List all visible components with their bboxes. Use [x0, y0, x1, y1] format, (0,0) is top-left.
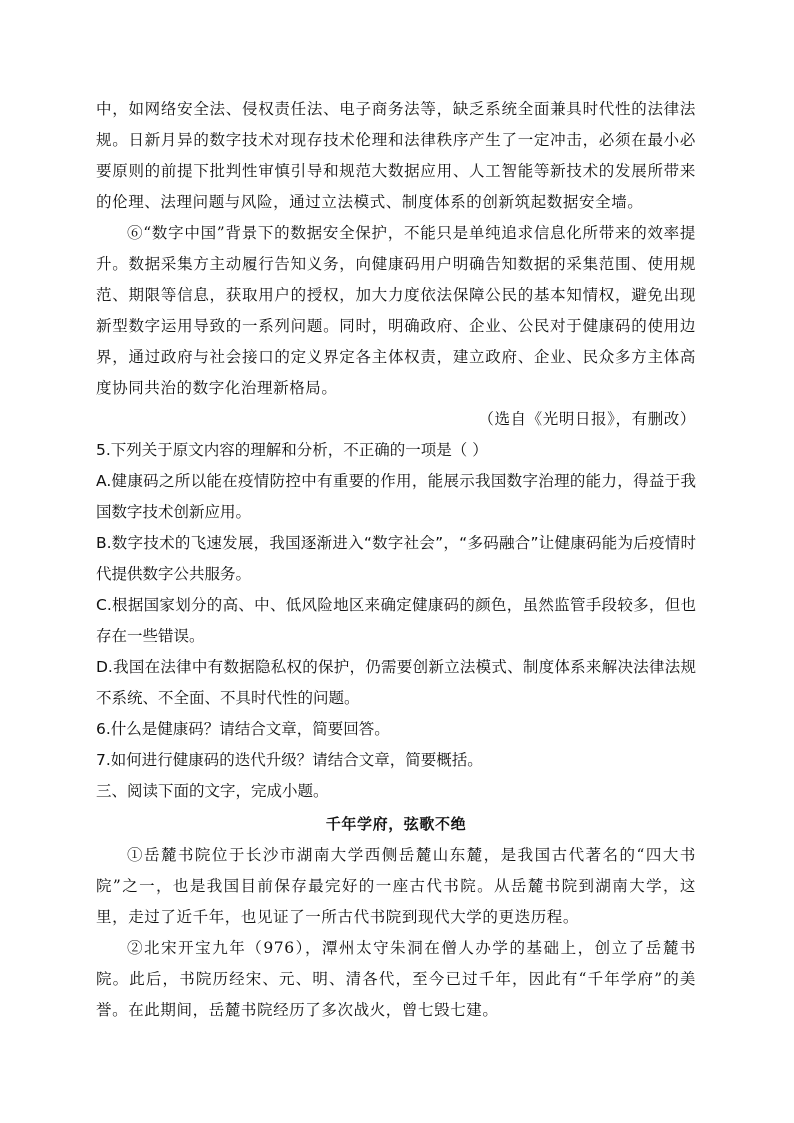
passage-paragraph-2: ②北宋开宝九年（976），潭州太守朱洞在僧人办学的基础上，创立了岳麓书院。此后，书院历经宋、元、明、清各代，至今已过千年，因此有“千年学府”的美誉。在此期间，岳麓书院经历了多次战火，曾七毁七建。 — [96, 939, 696, 1019]
passage-paragraph-1: ①岳麓书院位于长沙市湖南大学西侧岳麓山东麓，是我国古代著名的“四大书院”之一，也是我国目前保存最完好的一座古代书院。从岳麓书院到湖南大学，这里，走过了近千年，也见证了一所古代书院到现代大学的更迭历程。 — [96, 846, 696, 926]
source-citation: （选自《光明日报》，有删改） — [478, 410, 696, 428]
passage-paragraph-6: ⑥“数字中国”背景下的数据安全保护，不能只是单纯追求信息化所带来的效率提升。数据采集方主动履行告知义务，向健康码用户明确告知数据的采集范围、使用规范、期限等信息，获取用户的授权，加大力度依法保障公民的基本知情权，避免出现新型数字运用导致的一系列问题。同时，明确政府、企业、公民对于健康码的使用边界，通过政府与社会接口的定义界定各主体权责，建立政府、企业、民众多方主体高度协同共治的数字化治理新格局。 — [96, 224, 696, 397]
section-3-heading: 三、阅读下面的文字，完成小题。 — [96, 782, 329, 800]
question-7: 7.如何进行健康码的迭代升级？请结合文章，简要概括。 — [96, 751, 483, 769]
question-6: 6.什么是健康码？请结合文章，简要回答。 — [96, 720, 390, 738]
question-5-option-d: D.我国在法律中有数据隐私权的保护，仍需要创新立法模式、制度体系来解决法律法规不系统、不全面、不具时代性的问题。 — [96, 658, 696, 707]
question-5: 5.下列关于原文内容的理解和分析，不正确的一项是（ ） — [96, 441, 488, 459]
passage-paragraph-continued: 中，如网络安全法、侵权责任法、电子商务法等，缺乏系统全面兼具时代性的法律法规。日新月异的数字技术对现存技术伦理和法律秩序产生了一定冲击，必须在最小必要原则的前提下批判性审慎引导和规范大数据应用、人工智能等新技术的发展所带来的伦理、法理问题与风险，通过立法模式、制度体系的创新筑起数据安全墙。 — [96, 100, 696, 211]
question-5-option-a: A.健康码之所以能在疫情防控中有重要的作用，能展示我国数字治理的能力，得益于我国数字技术创新应用。 — [96, 472, 696, 521]
question-5-option-c: C.根据国家划分的高、中、低风险地区来确定健康码的颜色，虽然监管手段较多，但也存在一些错误。 — [96, 596, 696, 645]
passage-title: 千年学府，弦歌不绝 — [325, 815, 467, 833]
document-page — [96, 94, 696, 1026]
question-5-option-b: B.数字技术的飞速发展，我国逐渐进入“数字社会”，“多码融合”让健康码能为后疫情时代提供数字公共服务。 — [96, 534, 696, 583]
